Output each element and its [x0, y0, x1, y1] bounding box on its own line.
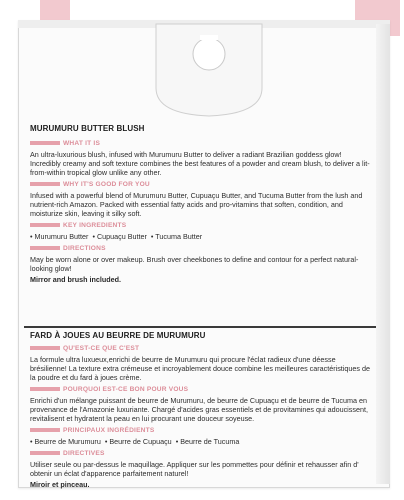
quest-ce-text: La formule ultra luxueux,enrichi de beurre de Murumuru qui procure l'éclat radieux d'une déesse brésilienne! La texture extra crémeuse et incroyablement douce combine les meilleures caractéristiques de la poudre et du fard à joues crème. — [30, 355, 370, 382]
section-heading-why-good — [30, 179, 370, 189]
language-divider — [24, 326, 376, 328]
product-title-en: MURUMURU BUTTER BLUSH — [30, 124, 145, 133]
heading-label: QU'EST-CE QUE C'EST — [63, 344, 140, 352]
what-it-is-text: An ultra-luxurious blush, infused with Murumuru Butter to deliver a radiant Brazilian goddess glow! Incredibly creamy and soft texture combines the best features of a powder and cream blush, to deliver a lit-from-within tropical glow unlike any other. — [30, 150, 370, 177]
heading-label: POURQUOI EST-CE BON POUR VOUS — [63, 385, 189, 393]
heading-label: DIRECTIVES — [63, 449, 105, 457]
ingredient-item: • Tucuma Butter — [150, 232, 203, 241]
included-note-en: Mirror and brush included. — [30, 275, 122, 284]
ingredient-item: • Beurre de Cupuaçu — [104, 437, 172, 446]
heading-bar — [30, 428, 60, 432]
heading-bar — [30, 246, 60, 250]
section-heading-what-it-is — [30, 138, 370, 148]
section-heading-ingredients-fr — [30, 425, 370, 435]
english-copy — [30, 124, 370, 284]
heading-label: DIRECTIONS — [63, 244, 106, 252]
section-heading-directives — [30, 448, 370, 458]
heading-label: WHAT IT IS — [63, 139, 101, 147]
heading-label: KEY INGREDIENTS — [63, 221, 127, 229]
ingredient-item: • Beurre de Murumuru — [30, 437, 101, 446]
section-heading-directions — [30, 243, 370, 253]
heading-bar — [30, 182, 60, 186]
heading-bar — [30, 451, 60, 455]
ingredient-item: • Beurre de Tucuma — [175, 437, 240, 446]
ingredients-list-fr — [30, 437, 370, 446]
box-side-edge — [376, 24, 390, 484]
ingredient-item: • Murumuru Butter — [30, 232, 89, 241]
section-heading-key-ingredients — [30, 220, 370, 230]
pourquoi-text: Enrichi d'un mélange puissant de beurre de Murumuru, de beurre de Cupuaçu et de beurre de Tucuma en provenance de l'Amazonie luxuriante. Chargé d'acides gras essentiels et de provitamines qui adoucissent, revitalisent et hydratent la peau en lui procurant une douceur soyeuse. — [30, 396, 368, 423]
heading-label: PRINCIPAUX INGRÉDIENTS — [63, 426, 155, 434]
heading-bar — [30, 223, 60, 227]
heading-label: WHY IT'S GOOD FOR YOU — [63, 180, 150, 188]
directives-text: Utiliser seule ou par-dessus le maquillage. Appliquer sur les pommettes pour définir et rehausser afin d' obtenir un éclat d'apparence parfaitement naturel! — [30, 460, 359, 478]
why-good-text: Infused with a powerful blend of Murumuru Butter, Cupuaçu Butter, and Tucuma Butter from the lush and nutrient-rich Amazon. Packed with essential fatty acids and pro-vitamins that soften, condition, and moisturize skin, leaving it silky soft. — [30, 191, 363, 218]
section-heading-pourquoi — [30, 384, 370, 394]
ingredient-item: • Cupuaçu Butter — [92, 232, 147, 241]
hang-tab-icon — [150, 22, 268, 118]
heading-bar — [30, 387, 60, 391]
heading-bar — [30, 141, 60, 145]
product-title-fr: FARD À JOUES AU BEURRE DE MURUMURU — [30, 331, 206, 340]
french-copy — [30, 331, 370, 489]
key-ingredients-list — [30, 232, 370, 241]
section-heading-quest-ce — [30, 343, 370, 353]
included-note-fr: Miroir et pinceau. — [30, 480, 90, 489]
heading-bar — [30, 346, 60, 350]
directions-text: May be worn alone or over makeup. Brush over cheekbones to define and contour for a perfect natural-looking glow! — [30, 255, 359, 273]
